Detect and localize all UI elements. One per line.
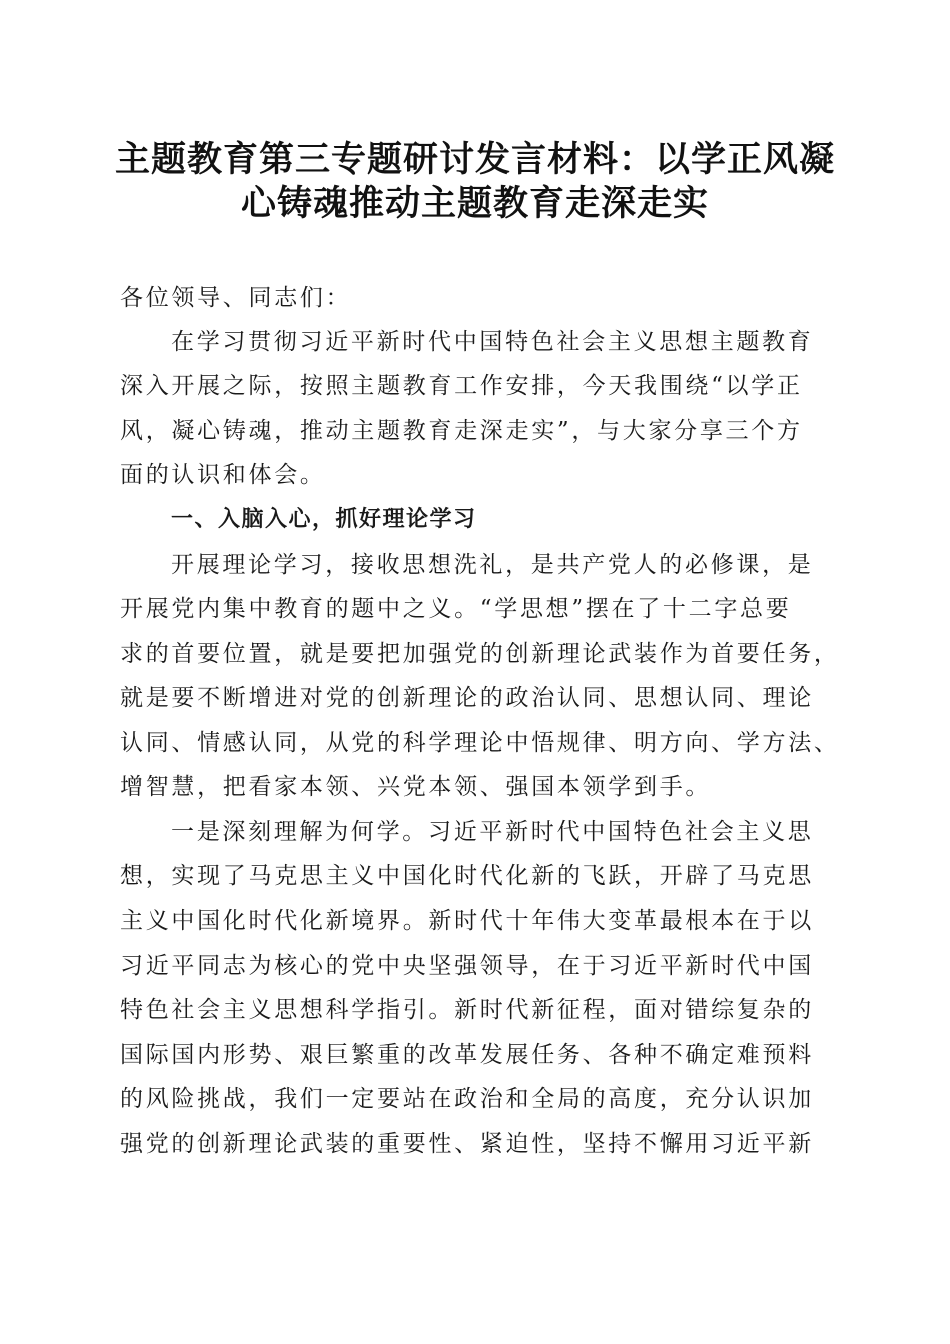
section-1-paragraph-line: 就是要不断增进对党的创新理论的政治认同、思想认同、理论	[120, 685, 814, 711]
point-1-line: 一是深刻理解为何学。习近平新时代中国特色社会主义思	[171, 819, 814, 845]
section-1-paragraph-line: 开展党内集中教育的题中之义。“学思想”摆在了十二字总要	[120, 596, 792, 622]
section-1-heading: 一、入脑入心，抓好理论学习	[171, 507, 477, 532]
point-1-line: 国际国内形势、艰巨繁重的改革发展任务、各种不确定难预料	[120, 1042, 814, 1068]
intro-line: 面的认识和体会。	[120, 462, 326, 488]
section-1-paragraph-line: 认同、情感认同，从党的科学理论中悟规律、明方向、学方法、	[120, 730, 840, 756]
point-1-line: 特色社会主义思想科学指引。新时代新征程，面对错综复杂的	[120, 997, 814, 1023]
section-1-paragraph-line: 增智慧，把看家本领、兴党本领、强国本领学到手。	[120, 774, 712, 800]
point-1-line: 习近平同志为核心的党中央坚强领导，在于习近平新时代中国	[120, 953, 814, 979]
point-1-line: 的风险挑战，我们一定要站在政治和全局的高度，充分认识加	[120, 1086, 814, 1112]
document-title-line-1: 主题教育第三专题研讨发言材料：以学正风凝	[114, 140, 835, 180]
section-1-paragraph-line: 开展理论学习，接收思想洗礼，是共产党人的必修课，是	[171, 552, 814, 578]
point-1-line: 想，实现了马克思主义中国化时代化新的飞跃，开辟了马克思	[120, 863, 814, 889]
greeting: 各位领导、同志们：	[120, 285, 352, 311]
intro-line: 在学习贯彻习近平新时代中国特色社会主义思想主题教育	[171, 329, 814, 355]
point-1-line: 主义中国化时代化新境界。新时代十年伟大变革最根本在于以	[120, 908, 814, 934]
point-1-line: 强党的创新理论武装的重要性、紧迫性，坚持不懈用习近平新	[120, 1131, 814, 1157]
document-title-line-2: 心铸魂推动主题教育走深走实	[240, 184, 709, 224]
intro-line: 风，凝心铸魂，推动主题教育走深走实”，与大家分享三个方	[120, 418, 803, 444]
intro-line: 深入开展之际，按照主题教育工作安排，今天我围绕“以学正	[120, 373, 803, 399]
section-1-paragraph-line: 求的首要位置，就是要把加强党的创新理论武装作为首要任务，	[120, 641, 840, 667]
